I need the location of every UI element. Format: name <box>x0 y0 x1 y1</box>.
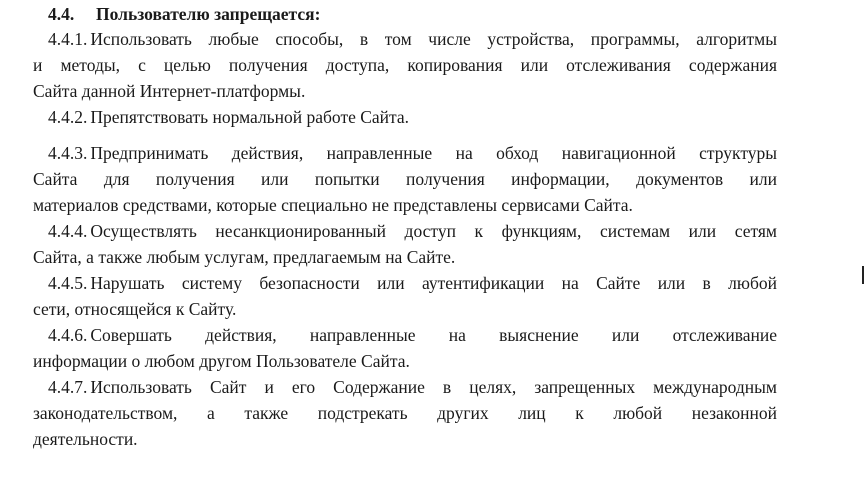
clause-line <box>33 322 777 348</box>
clause-line <box>33 218 777 244</box>
section-heading <box>48 3 320 25</box>
clause-4-4-7 <box>33 374 777 452</box>
clause-text: Осуществлять несанкционированный доступ к функциям, системам или сетям <box>90 221 777 241</box>
section-number: 4.4. <box>48 4 75 24</box>
clause-number: 4.4.5. <box>48 273 88 293</box>
clause-line <box>33 296 777 322</box>
section-title: Пользователю запрещается: <box>96 4 321 24</box>
clause-number: 4.4.2. <box>48 107 88 127</box>
clause-text: Препятствовать нормальной работе Сайта. <box>90 107 410 127</box>
clause-text: и методы, с целью получения доступа, копирования или отслеживания содержания <box>33 55 777 75</box>
clause-text: деятельности. <box>33 429 138 449</box>
clause-text: материалов средствами, которые специально не представлены сервисами Сайта. <box>33 195 633 215</box>
clause-number: 4.4.7. <box>48 377 88 397</box>
clause-line <box>33 140 777 166</box>
clause-text: сети, относящейся к Сайту. <box>33 299 237 319</box>
text-cursor-mark <box>862 266 864 284</box>
clause-4-4-1 <box>33 26 777 104</box>
clause-line <box>33 348 777 374</box>
clause-text: Предпринимать действия, направленные на обход навигационной структуры <box>90 143 777 163</box>
clause-line <box>33 426 777 452</box>
clause-number: 4.4.4. <box>48 221 88 241</box>
clause-text: Сайта данной Интернет-платформы. <box>33 81 306 101</box>
clause-number: 4.4.6. <box>48 325 88 345</box>
clause-line <box>33 104 777 130</box>
clause-text: Совершать действия, направленные на выяснение или отслеживание <box>90 325 777 345</box>
clause-text: Сайта, а также любым услугам, предлагаемым на Сайте. <box>33 247 456 267</box>
clause-4-4-3 <box>33 140 777 218</box>
clause-text: Использовать Сайт и его Содержание в целях, запрещенных международным <box>90 377 777 397</box>
clause-line <box>33 192 777 218</box>
clause-line <box>33 26 777 52</box>
clause-text: Использовать любые способы, в том числе устройства, программы, алгоритмы <box>90 29 777 49</box>
clause-number: 4.4.3. <box>48 143 88 163</box>
clause-text: информации о любом другом Пользователе Сайта. <box>33 351 410 371</box>
clause-text: Нарушать систему безопасности или аутентификации на Сайте или в любой <box>90 273 777 293</box>
clause-4-4-2 <box>33 104 777 130</box>
clause-line <box>33 78 777 104</box>
clause-4-4-4 <box>33 218 777 270</box>
clause-line <box>33 270 777 296</box>
clause-line <box>33 374 777 400</box>
clause-line <box>33 400 777 426</box>
clause-text: Сайта для получения или попытки получения информации, документов или <box>33 169 777 189</box>
clause-text: законодательством, а также подстрекать других лиц к любой незаконной <box>33 403 777 423</box>
clause-4-4-5 <box>33 270 777 322</box>
clause-line <box>33 52 777 78</box>
clause-number: 4.4.1. <box>48 29 88 49</box>
clause-line <box>33 244 777 270</box>
clause-4-4-6 <box>33 322 777 374</box>
clause-line <box>33 166 777 192</box>
